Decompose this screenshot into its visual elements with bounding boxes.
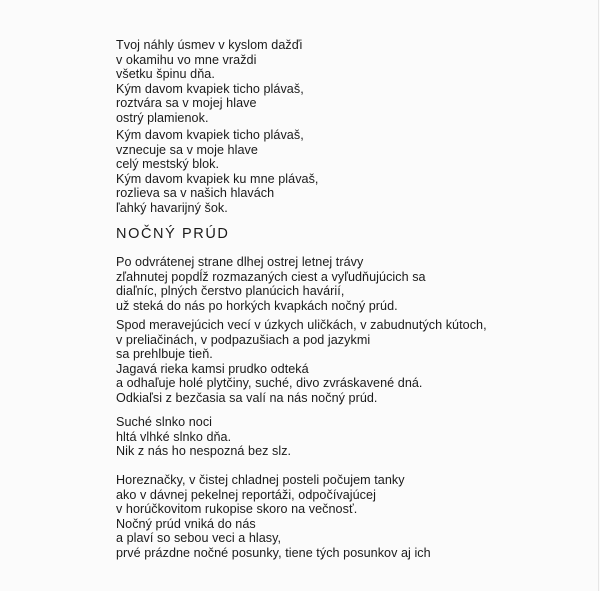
poem-1-stanza-1	[116, 38, 304, 126]
verse-line: Jagavá rieka kamsi prudko odteká	[116, 361, 309, 376]
verse-line: celý mestský blok.	[116, 157, 220, 172]
poem-2-stanza-2	[116, 318, 487, 406]
verse-line: Nočný prúd vniká do nás	[116, 516, 256, 531]
verse-line: hltá vlhké slnko dňa.	[116, 429, 232, 444]
verse-line: Kým davom kvapiek ku mne plávaš,	[116, 171, 319, 186]
verse-line: už steká do nás po horkých kvapkách nočný prúd.	[116, 298, 398, 313]
verse-line: zľahnutej popdĺž rozmazaných ciest a vyľudňujúcich sa	[116, 269, 426, 284]
verse-line: Horeznačky, v čistej chladnej posteli počujem tanky	[116, 473, 405, 487]
verse-line: prvé prázdne nočné posunky, tiene tých posunkov aj ich	[116, 545, 431, 560]
verse-line: Kým davom kvapiek ticho plávaš,	[116, 128, 304, 142]
verse-line: vznecuje sa v moje hlave	[116, 142, 258, 157]
verse-line: diaľníc, plných čerstvo planúcich havárií,	[116, 284, 345, 299]
verse-line: a odhaľuje holé plytčiny, suché, divo zvráskavené dná.	[116, 376, 423, 391]
verse-line: ľahký havarijný šok.	[116, 200, 228, 215]
verse-line: Spod meravejúcich vecí v úzkych uličkách, v zabudnutých kútoch,	[116, 318, 487, 332]
verse-line: v okamihu vo mne vraždi	[116, 52, 257, 67]
verse-line: a plaví so sebou veci a hlasy,	[116, 531, 282, 546]
verse-line: Odkiaľsi z bezčasia sa valí na nás nočný prúd.	[116, 390, 378, 405]
verse-line: roztvára sa v mojej hlave	[116, 96, 257, 111]
verse-line: všetku špinu dňa.	[116, 67, 215, 82]
poem-title: NOČNÝ PRÚD	[116, 226, 230, 242]
verse-line: ostrý plamienok.	[116, 110, 209, 125]
verse-line: Nik z nás ho nespozná bez slz.	[116, 444, 292, 459]
verse-line: rozlieva sa v našich hlavách	[116, 186, 275, 201]
verse-line: v preliačinách, v podpazušiach a pod jazykmi	[116, 332, 371, 347]
poem-2-stanza-1	[116, 255, 426, 313]
verse-line: v horúčkovitom rukopise skoro na večnosť.	[116, 502, 358, 517]
poem-2-stanza-4	[116, 473, 431, 561]
verse-line: sa prehlbuje tieň.	[116, 347, 213, 362]
verse-line: Po odvrátenej strane dlhej ostrej letnej trávy	[116, 255, 364, 269]
verse-line: Kým davom kvapiek ticho plávaš,	[116, 81, 304, 96]
verse-line: ako v dávnej pekelnej reportáži, odpočívajúcej	[116, 487, 376, 502]
verse-line: Tvoj náhly úsmev v kyslom dažďi	[116, 38, 303, 52]
verse-line: Suché slnko noci	[116, 415, 213, 429]
page-edge-divider	[598, 0, 599, 591]
poem-2-stanza-3	[116, 415, 291, 459]
poem-1-stanza-2	[116, 128, 319, 216]
